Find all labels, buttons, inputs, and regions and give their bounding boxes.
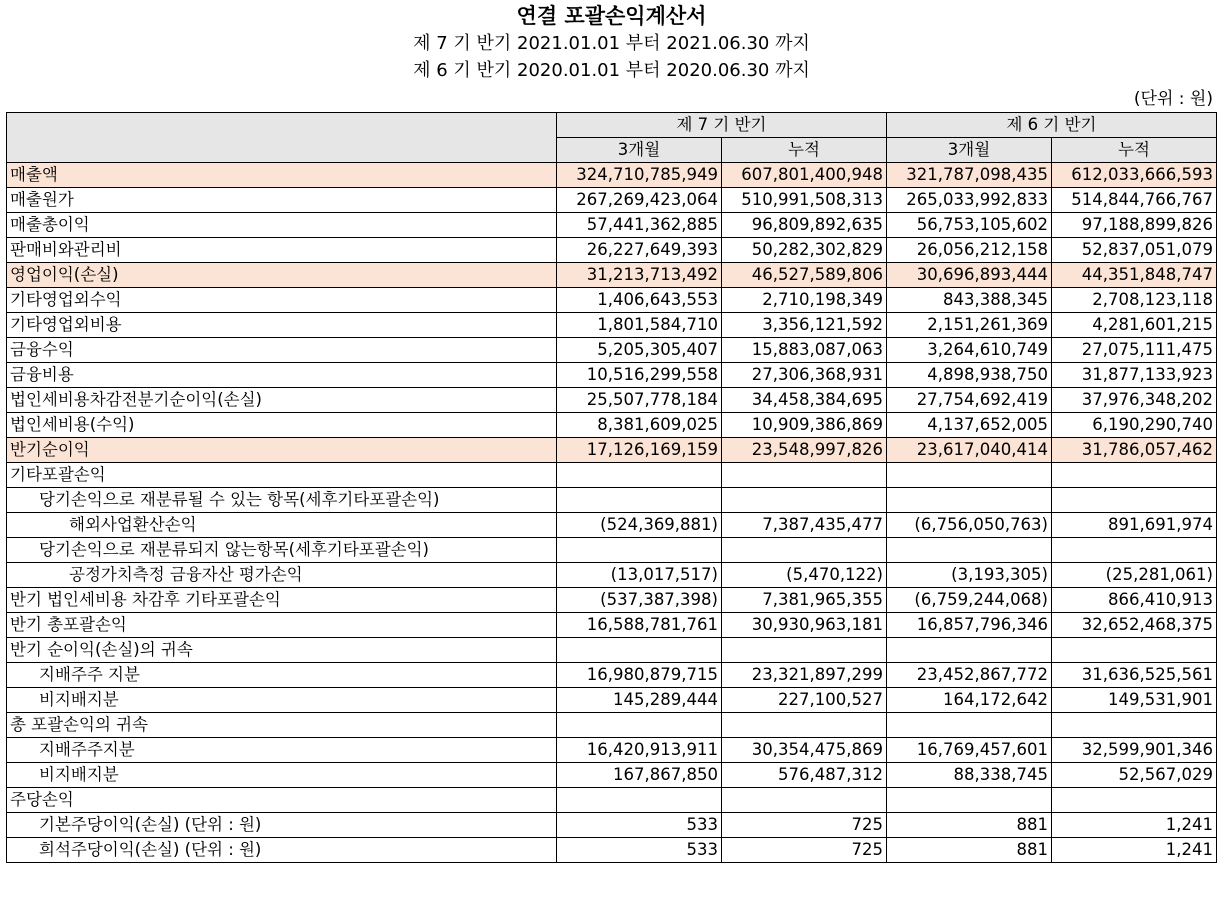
value-prior-3m: 2,151,261,369 (887, 313, 1052, 338)
statement-title: 연결 포괄손익계산서 (516, 4, 707, 28)
row-label: 공정가치측정 금융자산 평가손익 (7, 563, 557, 588)
row-label: 반기 총포괄손익 (7, 613, 557, 638)
value-current-3m (557, 538, 722, 563)
row-label: 반기 법인세비용 차감후 기타포괄손익 (7, 588, 557, 613)
header-prior-period: 제 6 기 반기 (887, 113, 1217, 138)
value-prior-cum (1052, 713, 1217, 738)
value-prior-3m: 16,769,457,601 (887, 738, 1052, 763)
value-prior-3m: 321,787,098,435 (887, 163, 1052, 188)
value-prior-3m: 56,753,105,602 (887, 213, 1052, 238)
table-row (7, 438, 1217, 463)
value-current-cum: 10,909,386,869 (722, 413, 887, 438)
value-prior-3m: 881 (887, 813, 1052, 838)
table-row (7, 188, 1217, 213)
value-current-3m: 1,801,584,710 (557, 313, 722, 338)
value-current-3m: 145,289,444 (557, 688, 722, 713)
value-current-cum: 30,930,963,181 (722, 613, 887, 638)
period-prior: 제 6 기 반기 2020.01.01 부터 2020.06.30 까지 (413, 60, 810, 81)
table-row (7, 538, 1217, 563)
value-current-3m: 26,227,649,393 (557, 238, 722, 263)
row-label: 매출총이익 (7, 213, 557, 238)
value-current-3m (557, 638, 722, 663)
value-current-cum: 30,354,475,869 (722, 738, 887, 763)
table-row (7, 488, 1217, 513)
value-current-cum: 50,282,302,829 (722, 238, 887, 263)
value-current-cum: 725 (722, 813, 887, 838)
value-current-cum: 23,548,997,826 (722, 438, 887, 463)
value-prior-3m: 881 (887, 838, 1052, 863)
value-prior-3m: 164,172,642 (887, 688, 1052, 713)
value-prior-3m: 16,857,796,346 (887, 613, 1052, 638)
period-current: 제 7 기 반기 2021.01.01 부터 2021.06.30 까지 (413, 33, 810, 54)
value-current-3m: 31,213,713,492 (557, 263, 722, 288)
table-row (7, 463, 1217, 488)
value-current-3m: 8,381,609,025 (557, 413, 722, 438)
value-current-3m: 17,126,169,159 (557, 438, 722, 463)
value-prior-cum: 52,567,029 (1052, 763, 1217, 788)
header-current-period: 제 7 기 반기 (557, 113, 887, 138)
header-prior-3m: 3개월 (887, 138, 1052, 163)
table-row (7, 738, 1217, 763)
value-current-cum (722, 538, 887, 563)
value-prior-3m (887, 638, 1052, 663)
row-label: 법인세비용차감전분기순이익(손실) (7, 388, 557, 413)
table-row (7, 588, 1217, 613)
value-current-3m: 1,406,643,553 (557, 288, 722, 313)
table-row (7, 663, 1217, 688)
value-current-3m: 267,269,423,064 (557, 188, 722, 213)
row-label: 기본주당이익(손실) (단위 : 원) (7, 813, 557, 838)
value-prior-3m: 27,754,692,419 (887, 388, 1052, 413)
value-current-3m: 533 (557, 813, 722, 838)
header-current-3m: 3개월 (557, 138, 722, 163)
table-row (7, 838, 1217, 863)
value-prior-cum: 6,190,290,740 (1052, 413, 1217, 438)
value-prior-cum: 1,241 (1052, 813, 1217, 838)
value-current-3m (557, 713, 722, 738)
value-current-cum: 2,710,198,349 (722, 288, 887, 313)
value-current-3m: 16,588,781,761 (557, 613, 722, 638)
value-current-cum (722, 713, 887, 738)
value-prior-3m (887, 463, 1052, 488)
table-row (7, 163, 1217, 188)
value-current-3m: 324,710,785,949 (557, 163, 722, 188)
value-current-3m: 533 (557, 838, 722, 863)
value-prior-3m: 843,388,345 (887, 288, 1052, 313)
value-prior-cum: 2,708,123,118 (1052, 288, 1217, 313)
table-row (7, 563, 1217, 588)
value-prior-3m: 4,898,938,750 (887, 363, 1052, 388)
value-prior-cum: 514,844,766,767 (1052, 188, 1217, 213)
value-prior-3m (887, 713, 1052, 738)
value-current-3m (557, 788, 722, 813)
value-prior-3m: 265,033,992,833 (887, 188, 1052, 213)
header-prior-cum: 누적 (1052, 138, 1217, 163)
value-current-3m: 16,980,879,715 (557, 663, 722, 688)
value-current-cum: 607,801,400,948 (722, 163, 887, 188)
value-prior-cum: (25,281,061) (1052, 563, 1217, 588)
header-row-groups (7, 113, 1217, 138)
value-current-cum (722, 638, 887, 663)
value-prior-cum: 37,976,348,202 (1052, 388, 1217, 413)
value-prior-3m: 88,338,745 (887, 763, 1052, 788)
table-row (7, 713, 1217, 738)
value-prior-cum (1052, 488, 1217, 513)
value-prior-3m: 23,452,867,772 (887, 663, 1052, 688)
value-current-cum: 227,100,527 (722, 688, 887, 713)
table-row (7, 613, 1217, 638)
value-current-3m: (537,387,398) (557, 588, 722, 613)
value-prior-3m: 23,617,040,414 (887, 438, 1052, 463)
value-current-cum: 46,527,589,806 (722, 263, 887, 288)
value-current-cum: 7,387,435,477 (722, 513, 887, 538)
table-row (7, 388, 1217, 413)
row-label: 기타포괄손익 (7, 463, 557, 488)
row-label: 해외사업환산손익 (7, 513, 557, 538)
value-prior-cum: 1,241 (1052, 838, 1217, 863)
value-current-3m: 57,441,362,885 (557, 213, 722, 238)
value-current-3m: 5,205,305,407 (557, 338, 722, 363)
value-prior-3m: 3,264,610,749 (887, 338, 1052, 363)
value-current-cum: 96,809,892,635 (722, 213, 887, 238)
value-prior-3m: (6,759,244,068) (887, 588, 1052, 613)
value-current-cum (722, 463, 887, 488)
table-row (7, 338, 1217, 363)
value-prior-cum (1052, 538, 1217, 563)
row-label: 비지배지분 (7, 688, 557, 713)
table-row (7, 813, 1217, 838)
value-prior-cum: 44,351,848,747 (1052, 263, 1217, 288)
table-row (7, 413, 1217, 438)
table-row (7, 513, 1217, 538)
table-row (7, 213, 1217, 238)
table-row (7, 313, 1217, 338)
value-prior-cum: 866,410,913 (1052, 588, 1217, 613)
table-row (7, 688, 1217, 713)
value-prior-cum: 27,075,111,475 (1052, 338, 1217, 363)
value-current-cum (722, 788, 887, 813)
value-current-cum: 34,458,384,695 (722, 388, 887, 413)
value-prior-cum: 32,652,468,375 (1052, 613, 1217, 638)
value-prior-3m (887, 538, 1052, 563)
unit-label: (단위 : 원) (1133, 89, 1213, 109)
value-prior-3m (887, 488, 1052, 513)
table-body (7, 163, 1217, 863)
value-current-3m: 16,420,913,911 (557, 738, 722, 763)
value-prior-cum: 31,636,525,561 (1052, 663, 1217, 688)
row-label: 영업이익(손실) (7, 263, 557, 288)
row-label: 지배주주 지분 (7, 663, 557, 688)
row-label: 매출원가 (7, 188, 557, 213)
row-label: 반기 순이익(손실)의 귀속 (7, 638, 557, 663)
row-label: 지배주주지분 (7, 738, 557, 763)
value-current-cum: 15,883,087,063 (722, 338, 887, 363)
value-prior-cum: 891,691,974 (1052, 513, 1217, 538)
table-row (7, 363, 1217, 388)
value-prior-cum: 149,531,901 (1052, 688, 1217, 713)
row-label: 비지배지분 (7, 763, 557, 788)
row-label: 금융비용 (7, 363, 557, 388)
value-current-cum: 510,991,508,313 (722, 188, 887, 213)
row-label: 총 포괄손익의 귀속 (7, 713, 557, 738)
value-prior-3m: (6,756,050,763) (887, 513, 1052, 538)
value-prior-3m: 4,137,652,005 (887, 413, 1052, 438)
row-label: 기타영업외비용 (7, 313, 557, 338)
value-prior-cum (1052, 788, 1217, 813)
table-row (7, 263, 1217, 288)
value-current-3m: 167,867,850 (557, 763, 722, 788)
value-current-cum: 27,306,368,931 (722, 363, 887, 388)
value-current-3m: 25,507,778,184 (557, 388, 722, 413)
value-current-cum: 576,487,312 (722, 763, 887, 788)
value-prior-cum: 31,877,133,923 (1052, 363, 1217, 388)
value-prior-3m: 30,696,893,444 (887, 263, 1052, 288)
value-current-cum: 7,381,965,355 (722, 588, 887, 613)
row-label: 당기손익으로 재분류될 수 있는 항목(세후기타포괄손익) (7, 488, 557, 513)
value-prior-3m: (3,193,305) (887, 563, 1052, 588)
value-current-3m: (524,369,881) (557, 513, 722, 538)
value-prior-cum: 52,837,051,079 (1052, 238, 1217, 263)
table-row (7, 288, 1217, 313)
value-current-3m: (13,017,517) (557, 563, 722, 588)
value-prior-cum (1052, 463, 1217, 488)
value-prior-3m: 26,056,212,158 (887, 238, 1052, 263)
value-prior-cum (1052, 638, 1217, 663)
value-prior-cum: 612,033,666,593 (1052, 163, 1217, 188)
header-account-cell (7, 113, 557, 163)
value-current-cum: (5,470,122) (722, 563, 887, 588)
row-label: 기타영업외수익 (7, 288, 557, 313)
row-label: 희석주당이익(손실) (단위 : 원) (7, 838, 557, 863)
row-label: 매출액 (7, 163, 557, 188)
row-label: 금융수익 (7, 338, 557, 363)
value-prior-3m (887, 788, 1052, 813)
value-current-cum: 3,356,121,592 (722, 313, 887, 338)
row-label: 주당손익 (7, 788, 557, 813)
table-row (7, 238, 1217, 263)
value-prior-cum: 97,188,899,826 (1052, 213, 1217, 238)
value-current-3m: 10,516,299,558 (557, 363, 722, 388)
value-prior-cum: 4,281,601,215 (1052, 313, 1217, 338)
income-statement-table (6, 112, 1217, 863)
value-current-cum: 725 (722, 838, 887, 863)
value-current-cum (722, 488, 887, 513)
value-current-3m (557, 463, 722, 488)
header-current-cum: 누적 (722, 138, 887, 163)
row-label: 당기손익으로 재분류되지 않는항목(세후기타포괄손익) (7, 538, 557, 563)
table-row (7, 788, 1217, 813)
value-current-3m (557, 488, 722, 513)
table-row (7, 638, 1217, 663)
value-prior-cum: 32,599,901,346 (1052, 738, 1217, 763)
row-label: 법인세비용(수익) (7, 413, 557, 438)
row-label: 판매비와관리비 (7, 238, 557, 263)
value-prior-cum: 31,786,057,462 (1052, 438, 1217, 463)
table-row (7, 763, 1217, 788)
value-current-cum: 23,321,897,299 (722, 663, 887, 688)
row-label: 반기순이익 (7, 438, 557, 463)
